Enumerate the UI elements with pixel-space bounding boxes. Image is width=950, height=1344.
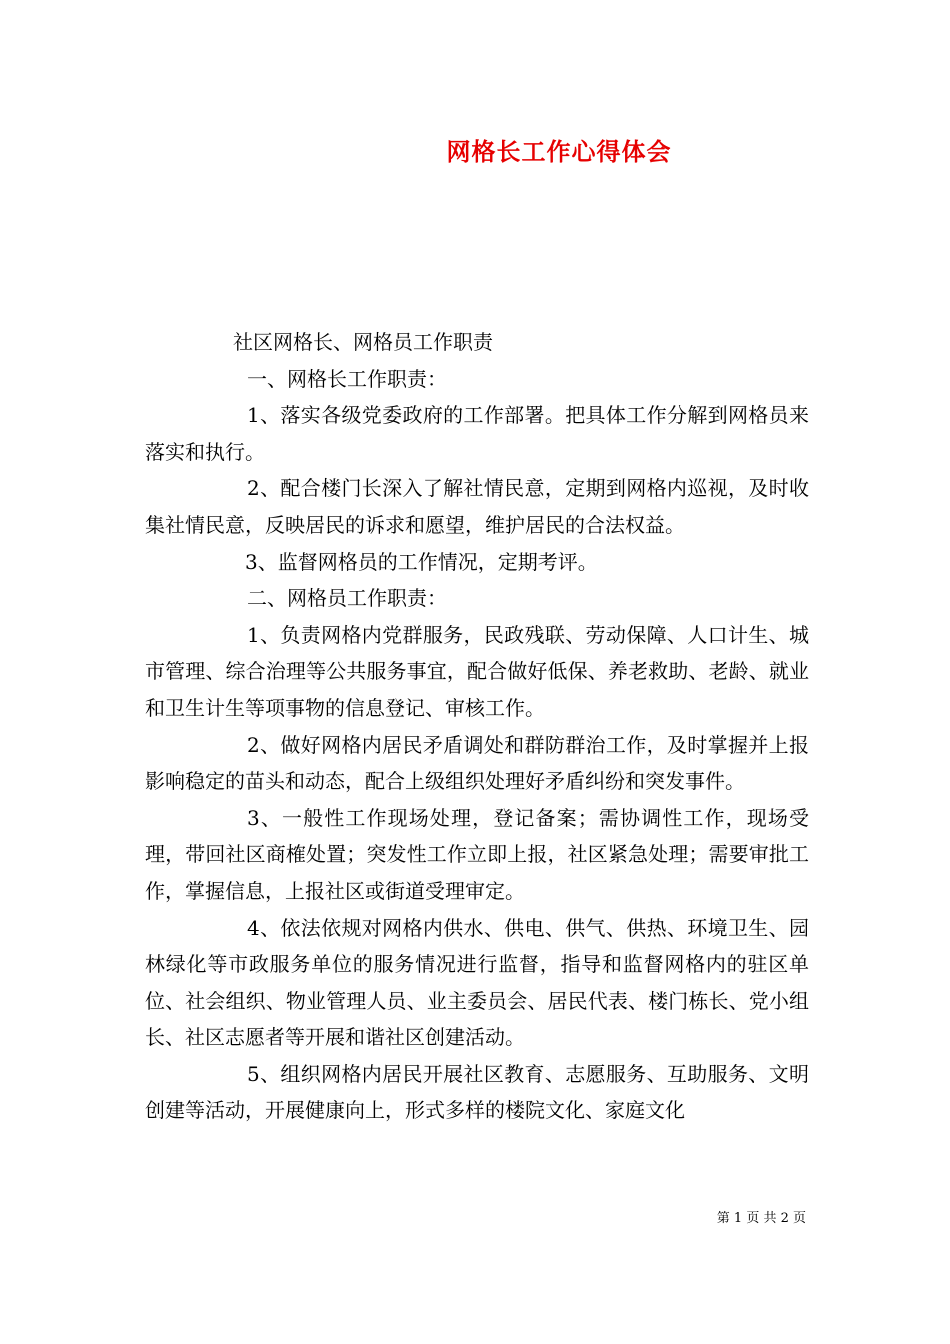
paragraph: 1、负责网格内党群服务，民政残联、劳动保障、人口计生、城市管理、综合治理等公共服务事宜，配合做好低保、养老救助、老龄、就业和卫生计生等项事物的信息登记、审核工作。 [145,622,809,720]
subsection-heading: 二、网格员工作职责： [247,586,447,611]
paragraph: 3、一般性工作现场处理，登记备案；需协调性工作，现场受理，带回社区商榷处置；突发性工作立即上报，社区紧急处理；需要审批工作，掌握信息，上报社区或街道受理审定。 [145,805,809,903]
paragraph: 2、配合楼门长深入了解社情民意，定期到网格内巡视，及时收集社情民意，反映居民的诉求和愿望，维护居民的合法权益。 [145,476,809,537]
subsection-heading: 一、网格长工作职责： [247,366,447,391]
paragraph: 3、监督网格员的工作情况，定期考评。 [245,549,598,574]
document-body [145,324,809,1129]
paragraph: 2、做好网格内居民矛盾调处和群防群治工作，及时掌握并上报影响稳定的苗头和动态，配合上级组织处理好矛盾纠纷和突发事件。 [145,732,809,794]
section-heading: 社区网格长、网格员工作职责 [233,330,493,354]
document-title: 网格长工作心得体会 [446,137,672,166]
paragraph: 1、落实各级党委政府的工作部署。把具体工作分解到网格员来落实和执行。 [145,403,809,464]
paragraph: 5、组织网格内居民开展社区教育、志愿服务、互助服务、文明创建等活动，开展健康向上，形式多样的楼院文化、家庭文化 [145,1061,809,1123]
paragraph: 4、依法依规对网格内供水、供电、供气、供热、环境卫生、园林绿化等市政服务单位的服务情况进行监督，指导和监督网格内的驻区单位、社会组织、物业管理人员、业主委员会、居民代表、楼门栋长、党小组长、社区志愿者等开展和谐社区创建活动。 [145,915,809,1050]
page-number-footer: 第 1 页 共 2 页 [716,1211,806,1226]
